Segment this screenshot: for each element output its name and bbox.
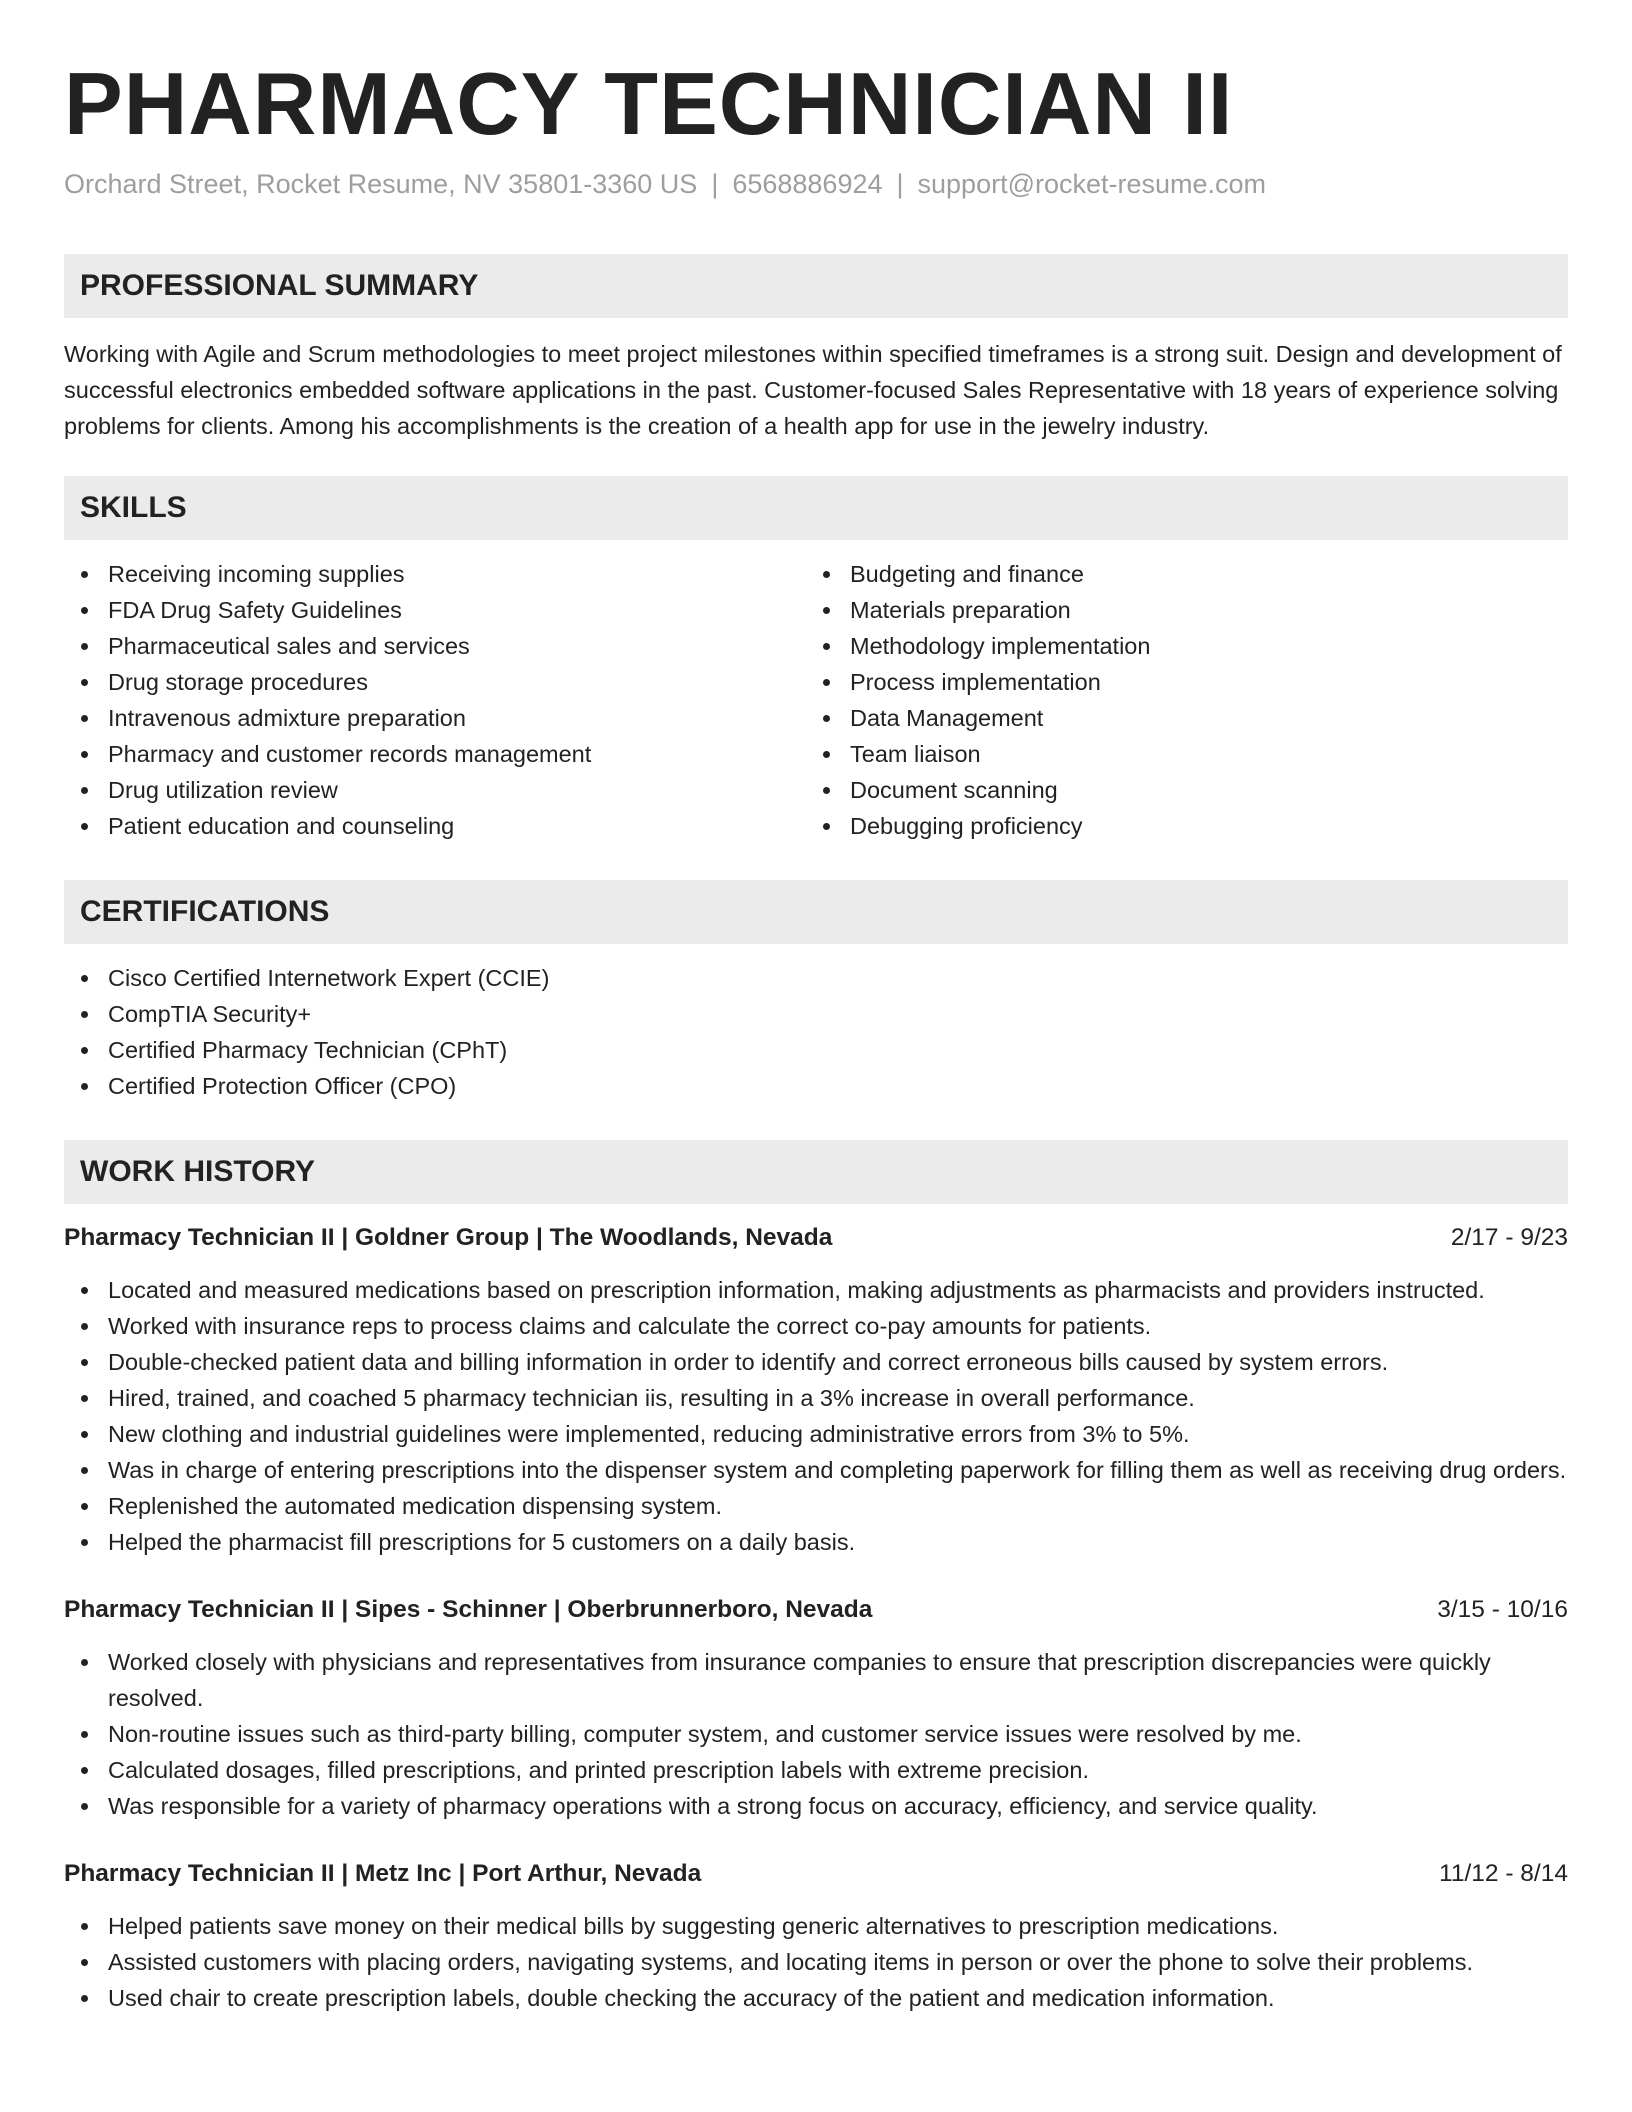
skill-item: Budgeting and finance xyxy=(806,556,1548,592)
job-bullet: Helped the pharmacist fill prescriptions for 5 customers on a daily basis. xyxy=(64,1524,1568,1560)
section-heading-summary: PROFESSIONAL SUMMARY xyxy=(64,254,1568,318)
job-bullet: Double-checked patient data and billing information in order to identify and correct erroneous bills caused by system errors. xyxy=(64,1344,1568,1380)
skills-list-left xyxy=(64,556,806,844)
job-bullet: New clothing and industrial guidelines were implemented, reducing administrative errors from 3% to 5%. xyxy=(64,1416,1568,1452)
skill-item: Materials preparation xyxy=(806,592,1548,628)
job-entry xyxy=(64,1220,1568,1560)
job-bullet: Replenished the automated medication dispensing system. xyxy=(64,1488,1568,1524)
job-title: Pharmacy Technician II | Sipes - Schinner | Oberbrunnerboro, Nevada xyxy=(64,1596,873,1623)
job-bullet: Assisted customers with placing orders, navigating systems, and locating items in person or over the phone to solve their problems. xyxy=(64,1944,1568,1980)
certification-item: CompTIA Security+ xyxy=(64,996,1568,1032)
skill-item: Pharmacy and customer records management xyxy=(64,736,806,772)
skills-columns xyxy=(64,556,1568,844)
job-bullet: Used chair to create prescription labels, double checking the accuracy of the patient and medication information. xyxy=(64,1980,1568,2016)
contact-separator: | xyxy=(711,169,719,199)
certifications-list xyxy=(64,960,1568,1104)
summary-text: Working with Agile and Scrum methodologies to meet project milestones within specified timeframes is a strong suit. Design and development of successful electronics embedded software applications in the past. Customer-focused Sales Representative with 18 years of experience solving problems for clients. Among his accomplishments is the creation of a health app for use in the jewelry industry. xyxy=(64,341,1562,439)
skills-list-right xyxy=(806,556,1548,844)
job-entry xyxy=(64,1856,1568,2016)
job-bullet: Was in charge of entering prescriptions into the dispenser system and completing paperwork for filling them as well as receiving drug orders. xyxy=(64,1452,1568,1488)
skill-item: Team liaison xyxy=(806,736,1548,772)
job-bullets xyxy=(64,1908,1568,2016)
certification-item: Cisco Certified Internetwork Expert (CCIE) xyxy=(64,960,1568,996)
skill-item: Patient education and counseling xyxy=(64,808,806,844)
section-heading-work-history: WORK HISTORY xyxy=(64,1140,1568,1204)
skill-item: Debugging proficiency xyxy=(806,808,1548,844)
skill-item: Receiving incoming supplies xyxy=(64,556,806,592)
job-dates: 11/12 - 8/14 xyxy=(1439,1860,1568,1887)
section-heading-skills: SKILLS xyxy=(64,476,1568,540)
job-bullet: Helped patients save money on their medical bills by suggesting generic alternatives to prescription medications. xyxy=(64,1908,1568,1944)
skill-item: Process implementation xyxy=(806,664,1548,700)
job-title: Pharmacy Technician II | Goldner Group | The Woodlands, Nevada xyxy=(64,1224,833,1251)
skill-item: Drug storage procedures xyxy=(64,664,806,700)
job-bullets xyxy=(64,1272,1568,1560)
contact-separator: | xyxy=(896,169,904,199)
job-bullets xyxy=(64,1644,1568,1824)
job-bullet: Worked with insurance reps to process claims and calculate the correct co-pay amounts for patients. xyxy=(64,1308,1568,1344)
job-bullet: Located and measured medications based on prescription information, making adjustments as pharmacists and providers instructed. xyxy=(64,1272,1568,1308)
section-heading-certifications: CERTIFICATIONS xyxy=(64,880,1568,944)
skill-item: Pharmaceutical sales and services xyxy=(64,628,806,664)
contact-address: Orchard Street, Rocket Resume, NV 35801-3360 US xyxy=(64,169,698,199)
contact-email: support@rocket-resume.com xyxy=(917,169,1267,199)
job-header xyxy=(64,1592,1568,1628)
skill-item: Document scanning xyxy=(806,772,1548,808)
skill-item: Intravenous admixture preparation xyxy=(64,700,806,736)
job-header xyxy=(64,1856,1568,1892)
job-bullet: Non-routine issues such as third-party billing, computer system, and customer service issues were resolved by me. xyxy=(64,1716,1568,1752)
resume-name: PHARMACY TECHNICIAN II xyxy=(64,54,1234,153)
job-bullet: Worked closely with physicians and representatives from insurance companies to ensure that prescription discrepancies were quickly resolved. xyxy=(64,1644,1568,1716)
certification-item: Certified Pharmacy Technician (CPhT) xyxy=(64,1032,1568,1068)
job-title: Pharmacy Technician II | Metz Inc | Port Arthur, Nevada xyxy=(64,1860,702,1887)
skill-item: Methodology implementation xyxy=(806,628,1548,664)
job-bullet: Hired, trained, and coached 5 pharmacy technician iis, resulting in a 3% increase in overall performance. xyxy=(64,1380,1568,1416)
skill-item: Drug utilization review xyxy=(64,772,806,808)
job-entry xyxy=(64,1592,1568,1824)
contact-line xyxy=(64,166,1568,202)
skill-item: Data Management xyxy=(806,700,1548,736)
resume-page xyxy=(64,0,1568,2016)
contact-phone: 6568886924 xyxy=(732,169,883,199)
certification-item: Certified Protection Officer (CPO) xyxy=(64,1068,1568,1104)
job-dates: 2/17 - 9/23 xyxy=(1450,1224,1568,1251)
job-dates: 3/15 - 10/16 xyxy=(1437,1596,1568,1623)
skill-item: FDA Drug Safety Guidelines xyxy=(64,592,806,628)
job-header xyxy=(64,1220,1568,1256)
job-bullet: Was responsible for a variety of pharmacy operations with a strong focus on accuracy, efficiency, and service quality. xyxy=(64,1788,1568,1824)
job-bullet: Calculated dosages, filled prescriptions, and printed prescription labels with extreme precision. xyxy=(64,1752,1568,1788)
